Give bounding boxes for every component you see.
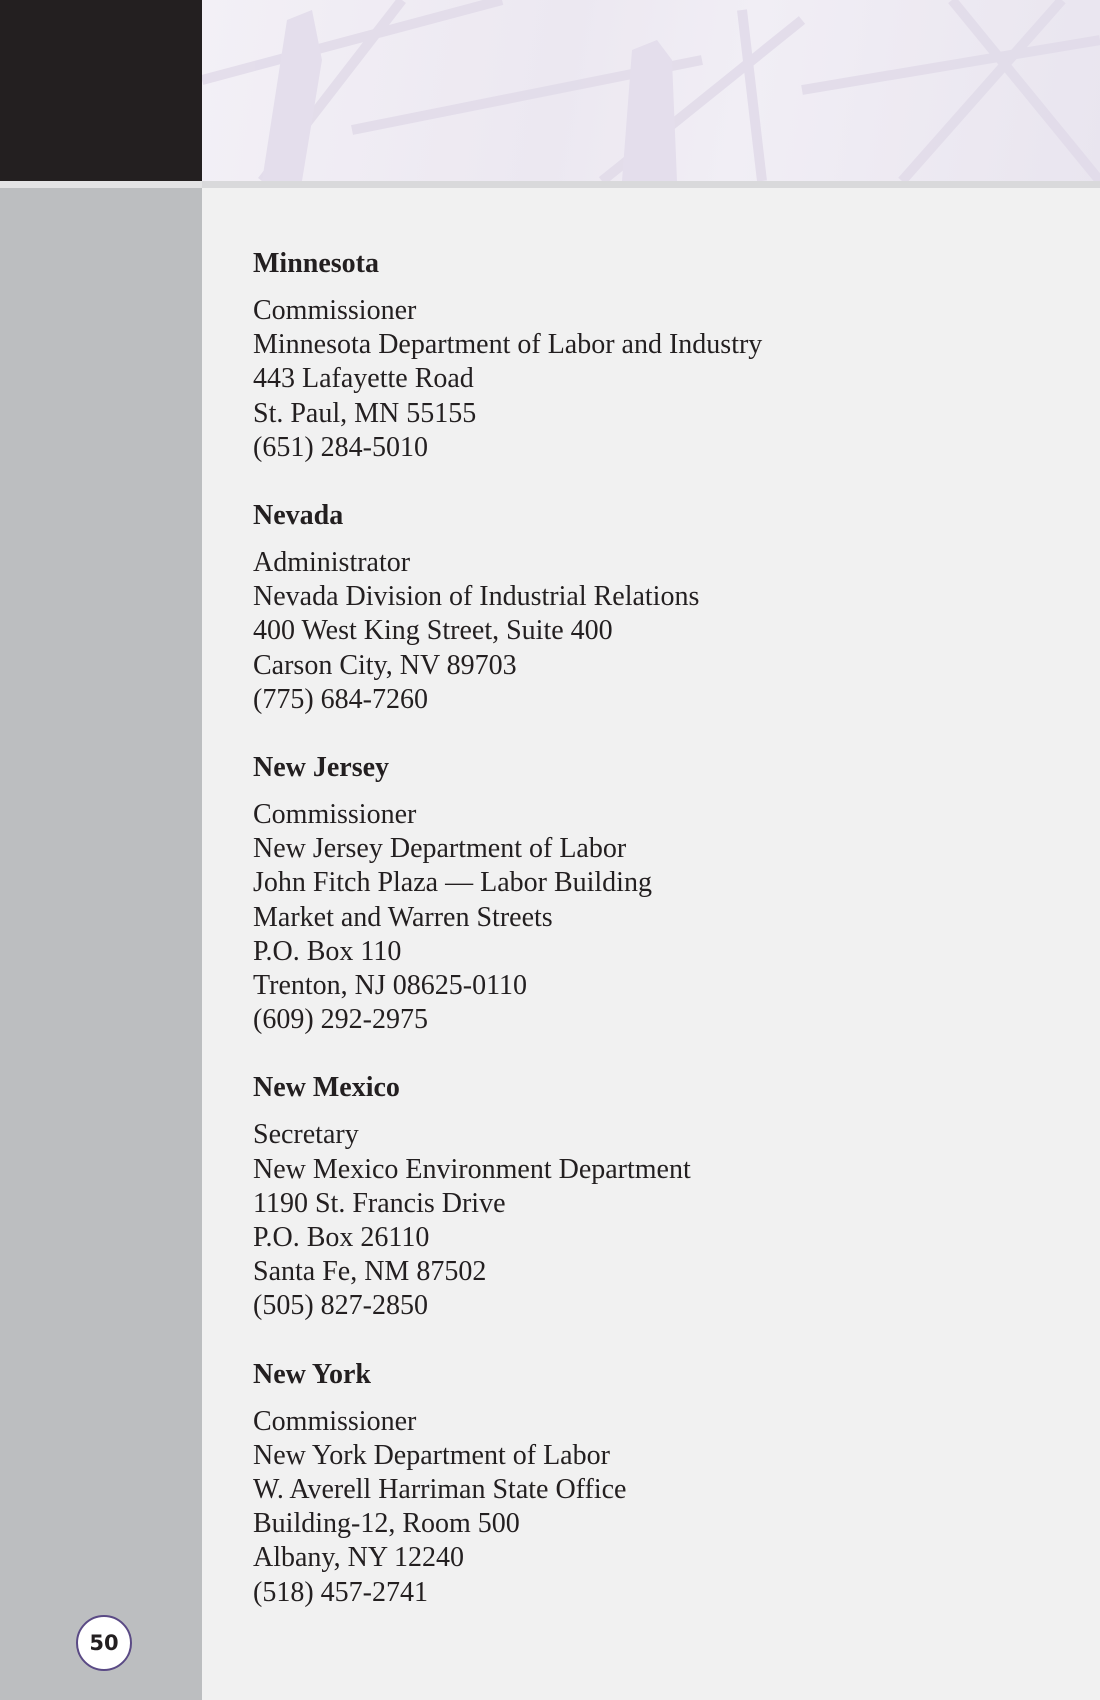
header-black-block xyxy=(0,0,202,181)
state-heading: New Mexico xyxy=(253,1072,400,1104)
contact-title: Commissioner xyxy=(253,295,417,326)
contact-title: Secretary xyxy=(253,1119,359,1151)
address-line: St. Paul, MN 55155 xyxy=(253,397,477,429)
address-line: 443 Lafayette Road xyxy=(253,363,474,395)
contact-title: Administrator xyxy=(253,547,411,579)
address-line: Minnesota Department of Labor and Industry xyxy=(253,329,763,361)
address-line: P.O. Box 110 xyxy=(253,935,402,967)
address-line: (505) 827-2850 xyxy=(253,1290,428,1322)
address-line: New York Department of Labor xyxy=(253,1439,610,1471)
state-heading: New Jersey xyxy=(253,752,390,784)
address-line: (651) 284-5010 xyxy=(253,431,428,463)
contact-entry xyxy=(253,751,1053,1037)
address-line: Building-12, Room 500 xyxy=(253,1508,520,1540)
address-line: (518) 457-2741 xyxy=(253,1576,428,1608)
sidebar-strip xyxy=(0,188,202,1700)
address-line: Carson City, NV 89703 xyxy=(253,649,517,681)
address-line: (609) 292-2975 xyxy=(253,1004,428,1036)
state-heading: New York xyxy=(253,1358,371,1390)
header-banner-image xyxy=(202,0,1100,181)
address-line: Santa Fe, NM 87502 xyxy=(253,1256,487,1288)
address-line: New Jersey Department of Labor xyxy=(253,833,627,865)
contact-entry xyxy=(253,499,1053,717)
address-line: Market and Warren Streets xyxy=(253,901,553,933)
contact-title: Commissioner xyxy=(253,1405,417,1437)
address-line: John Fitch Plaza — Labor Building xyxy=(253,867,652,899)
contact-entry xyxy=(253,1358,1053,1610)
address-line: W. Averell Harriman State Office xyxy=(253,1474,627,1506)
contact-title: Commissioner xyxy=(253,799,417,831)
address-line: Nevada Division of Industrial Relations xyxy=(253,581,700,613)
address-line: P.O. Box 26110 xyxy=(253,1222,430,1254)
page-number: 50 xyxy=(76,1615,132,1671)
state-heading: Nevada xyxy=(253,500,344,532)
address-line: New Mexico Environment Department xyxy=(253,1153,691,1185)
header-divider-left xyxy=(0,181,202,188)
address-line: Trenton, NJ 08625-0110 xyxy=(253,970,528,1002)
state-heading: Minnesota xyxy=(253,248,379,279)
contact-list xyxy=(253,247,1053,1644)
address-line: 1190 St. Francis Drive xyxy=(253,1187,506,1219)
contact-entry xyxy=(253,1071,1053,1323)
address-line: Albany, NY 12240 xyxy=(253,1542,465,1574)
address-line: (775) 684-7260 xyxy=(253,683,428,715)
contact-entry xyxy=(253,247,1053,465)
address-line: 400 West King Street, Suite 400 xyxy=(253,615,613,647)
